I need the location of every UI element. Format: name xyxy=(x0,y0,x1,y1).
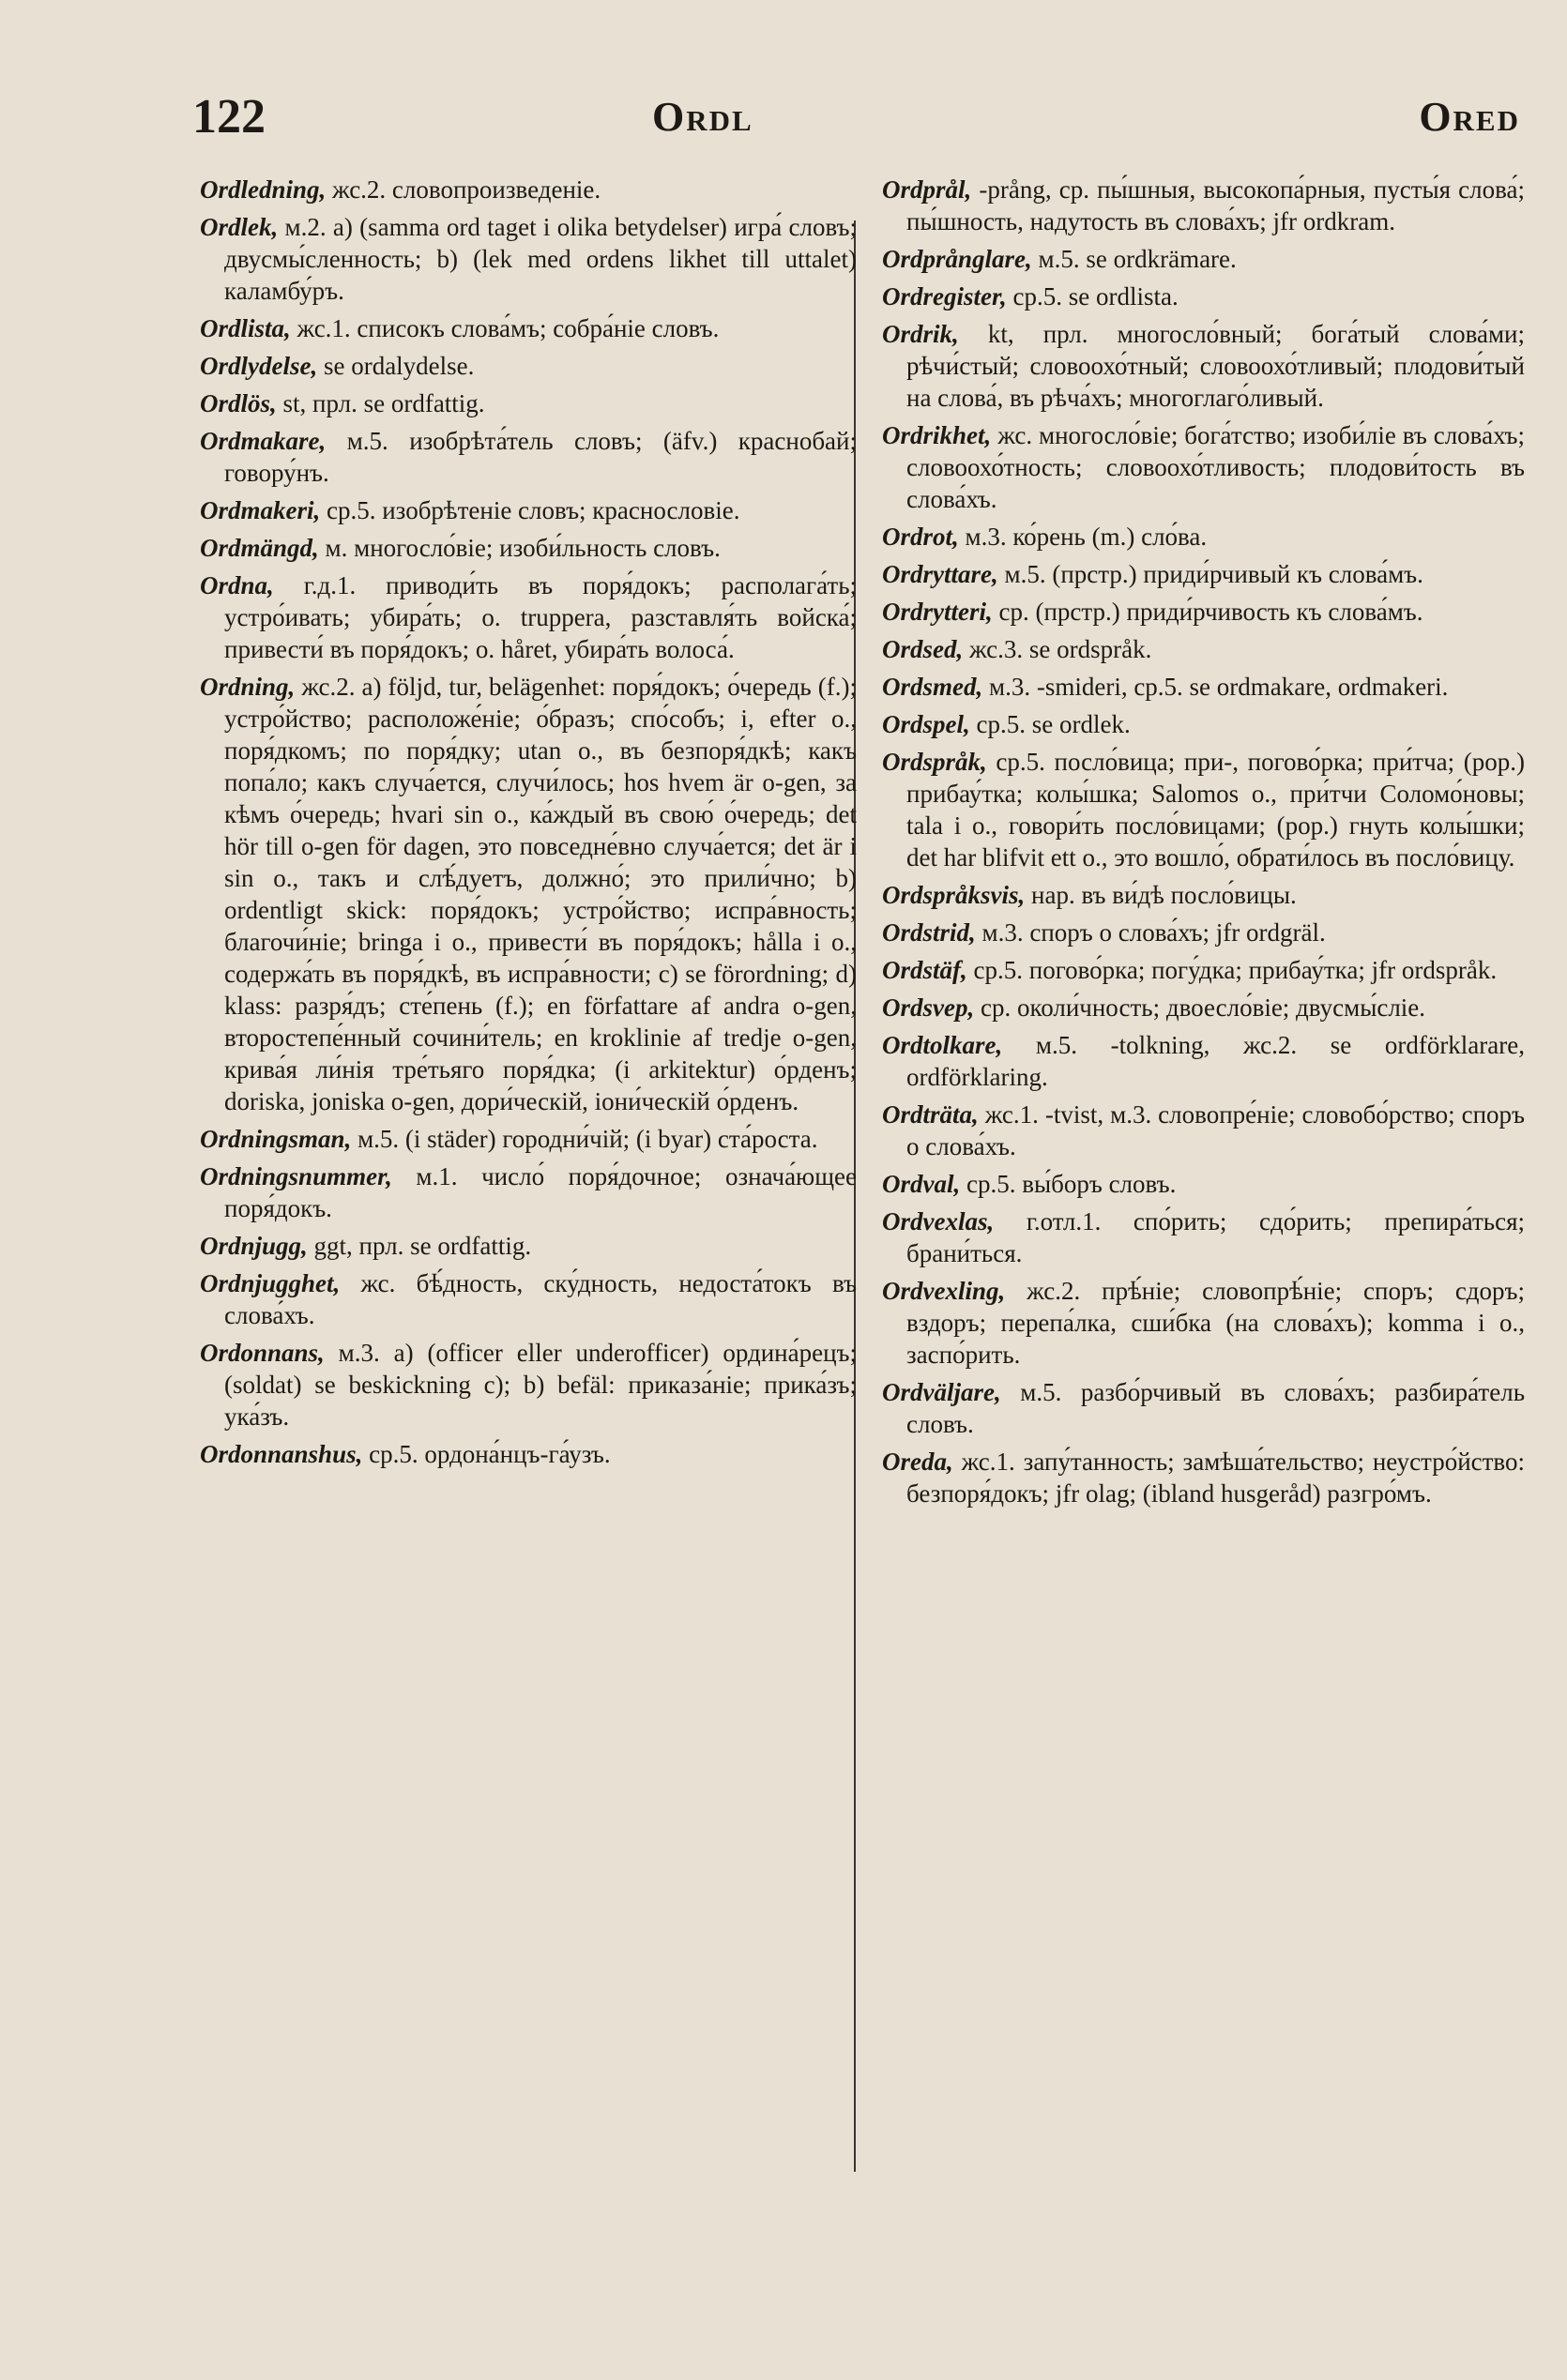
entry-definition: ср.5. погово́рка; погу́дка; прибау́тка; jfr ordspråk. xyxy=(973,956,1498,984)
dictionary-entry xyxy=(882,633,1525,665)
entry-definition: жс. многосло́віе; бога́тство; изоби́ліе въ слова́хъ; словоохо́тность; словоохо́тливость; плодови́тость въ слова́хъ. xyxy=(906,421,1525,513)
dictionary-entry xyxy=(200,1337,857,1433)
entry-headword: Ordträta, xyxy=(882,1100,979,1129)
dictionary-entry xyxy=(882,174,1525,237)
dictionary-entry xyxy=(882,1029,1525,1093)
running-head-left: Ordl xyxy=(652,94,753,140)
dictionary-entry xyxy=(200,387,857,419)
entry-headword: Ordrytteri, xyxy=(882,598,993,626)
entry-definition: жс.1. запу́танность; замѣша́тельство; неустро́йство: безпоря́докъ; jfr olag; (ibland husgeråd) разгро́мъ. xyxy=(906,1448,1525,1508)
entry-definition: жс.1. -tvist, м.3. словопре́ніе; словобо́рство; споръ о слова́хъ. xyxy=(906,1100,1526,1160)
dictionary-entry xyxy=(200,350,857,382)
entry-headword: Ordryttare, xyxy=(882,560,998,588)
dictionary-entry xyxy=(200,174,857,205)
dictionary-entry xyxy=(200,211,857,307)
entry-definition: м.5. разбо́рчивый въ слова́хъ; разбира́тель словъ. xyxy=(906,1378,1526,1438)
entry-headword: Ordvexlas, xyxy=(882,1207,995,1235)
dictionary-entry xyxy=(882,318,1525,414)
entry-definition: жс.2. a) följd, tur, belägenhet: поря́докъ; о́чередь (f.); устро́йство; расположе́ніе; о́бразъ; спо́собъ; i, efter o., поря́дкомъ; по поря́дку; utan o., въ безпоря́дкѣ; какъ попа́ло; какъ случа́ется, случи́лось; hos hvem är o-gen, за кѣмъ о́чередь; hvari sin o., ка́ждый въ свою́ о́чередь; det hör till o-gen för dagen, это повседне́вно случа́ется; det är i sin o., такъ и слѣ́дуетъ, должно́; это прили́чно; b) ordentligt skick: поря́докъ; устро́йство; испра́вность; благочи́ніе; bringa i o., привести́ въ поря́докъ; hålla i o., содержа́ть въ поря́дкѣ, въ испра́вности; c) se förordning; d) klass: разря́дъ; сте́пень (f.); en författare af andra o-gen, второстепе́нный сочини́тель; en kroklinie af tredje o-gen, крива́я ли́нія тре́тьяго поря́дка; (i arkitektur) о́рденъ; doriska, joniska o-gen, дори́ческій, іони́ческій о́рденъ. xyxy=(224,673,858,1115)
entry-headword: Ordstäf, xyxy=(882,956,967,984)
entry-definition: ср.5. вы́боръ словъ. xyxy=(966,1170,1177,1198)
dictionary-entry xyxy=(200,1438,857,1470)
dictionary-entry xyxy=(882,708,1525,740)
entry-headword: Ordval, xyxy=(882,1170,961,1198)
dictionary-entry xyxy=(200,1267,857,1331)
entry-headword: Ordregister, xyxy=(882,282,1007,311)
dictionary-entry xyxy=(882,954,1525,986)
entry-definition: м.2. a) (samma ord taget i olika betydelser) игра́ словъ; двусмы́сленность; b) (lek med ordens likhet till uttalet) каламбу́ръ. xyxy=(224,213,857,305)
entry-definition: м. многосло́віе; изоби́льность словъ. xyxy=(325,534,721,562)
dictionary-entry xyxy=(200,425,857,489)
entry-headword: Ordledning, xyxy=(200,175,327,204)
entry-definition: st, прл. se ordfattig. xyxy=(282,389,485,417)
entry-definition: ср.5. ордона́нцъ-га́узъ. xyxy=(369,1440,611,1468)
dictionary-entry xyxy=(200,569,857,665)
entry-definition: ср.5. se ordlista. xyxy=(1012,282,1179,311)
entry-headword: Oreda, xyxy=(882,1448,953,1476)
dictionary-entry xyxy=(882,596,1525,628)
entry-definition: м.3. a) (officer eller underofficer) ордина́рецъ; (soldat) se beskickning c); b) befäl: приказа́ніе; прика́зъ; ука́зъ. xyxy=(224,1339,857,1431)
entry-definition: нар. въ ви́дѣ посло́вицы. xyxy=(1031,881,1297,909)
running-head-right: Ored xyxy=(1419,94,1520,140)
entry-headword: Ordnjugghet, xyxy=(200,1269,341,1297)
entry-definition: жс. бѣ́дность, ску́дность, недоста́токъ въ слова́хъ. xyxy=(224,1269,857,1329)
dictionary-entry xyxy=(882,558,1525,590)
entry-headword: Ordtolkare, xyxy=(882,1031,1003,1059)
entry-headword: Ordspråksvis, xyxy=(882,881,1026,909)
dictionary-entry xyxy=(200,312,857,344)
entry-definition: м.5. se ordkrämare. xyxy=(1038,245,1237,273)
entry-headword: Ordrik, xyxy=(882,320,959,348)
entry-headword: Ordonnans, xyxy=(200,1339,325,1367)
entry-definition: г.д.1. приводи́ть въ поря́докъ; располага́ть; устро́ивать; убира́ть; o. truppera, разставля́ть войска́; привести́ въ поря́докъ; o. håret, убира́ть волоса́. xyxy=(224,571,858,663)
dictionary-entry xyxy=(882,243,1525,275)
dictionary-entry xyxy=(882,1099,1525,1162)
dictionary-entry xyxy=(882,419,1525,515)
entry-definition: ср.5. se ordlek. xyxy=(976,710,1131,738)
dictionary-entry xyxy=(882,917,1525,948)
entry-definition: жс.1. списокъ слова́мъ; собра́ніе словъ. xyxy=(297,314,720,342)
entry-headword: Ordprånglare, xyxy=(882,245,1032,273)
dictionary-entry xyxy=(882,1275,1525,1371)
dictionary-entry xyxy=(882,280,1525,312)
left-column xyxy=(200,174,857,1476)
entry-definition: ggt, прл. se ordfattig. xyxy=(313,1232,532,1260)
entry-headword: Ordspråk, xyxy=(882,748,987,776)
dictionary-entry xyxy=(882,671,1525,703)
dictionary-entry xyxy=(882,1446,1525,1509)
entry-definition: ср.5. посло́вица; при-, погово́рка; при́тча; (рор.) прибау́тка; колы́шка; Salomos o., при́тчи Соломо́новы; tala i o., говори́ть посло́вицами; (рор.) гнуть колы́шки; det har blifvit ett o., это вошло́, обрати́лось въ посло́вицу. xyxy=(906,748,1525,872)
entry-headword: Ordonnanshus, xyxy=(200,1440,363,1468)
entry-headword: Ordsmed, xyxy=(882,673,983,701)
entry-headword: Ordlek, xyxy=(200,213,279,241)
entry-definition: м.3. -smideri, ср.5. se ordmakare, ordmakeri. xyxy=(989,673,1449,701)
entry-headword: Ordrikhet, xyxy=(882,421,992,449)
dictionary-entry xyxy=(882,521,1525,553)
entry-headword: Ordmakeri, xyxy=(200,496,321,524)
entry-headword: Ordrot, xyxy=(882,523,959,551)
dictionary-entry xyxy=(200,671,857,1117)
dictionary-entry xyxy=(200,1230,857,1262)
dictionary-entry xyxy=(200,494,857,526)
entry-definition: м.5. изобрѣта́тель словъ; (äfv.) краснобай; говору́нъ. xyxy=(224,427,857,487)
entry-headword: Ordsvep, xyxy=(882,993,975,1022)
entry-headword: Ordlista, xyxy=(200,314,291,342)
entry-headword: Ordna, xyxy=(200,571,274,599)
entry-definition: ср. околи́чность; двоесло́віе; двусмы́сліе. xyxy=(980,993,1426,1022)
entry-headword: Ordsed, xyxy=(882,635,964,663)
entry-definition: kt, прл. многосло́вный; бога́тый слова́ми; рѣчи́стый; словоохо́тный; словоохо́тливый; плодови́тый на слова́, въ рѣча́хъ; многоглаго́ливый. xyxy=(906,320,1526,412)
dictionary-entry xyxy=(882,1168,1525,1200)
entry-headword: Ordprål, xyxy=(882,175,972,204)
entry-definition: м.5. (i städer) городни́чій; (i byar) ста́роста. xyxy=(358,1125,818,1153)
entry-headword: Ordmängd, xyxy=(200,534,319,562)
dictionary-entry xyxy=(882,992,1525,1023)
entry-headword: Ordnjugg, xyxy=(200,1232,308,1260)
dictionary-entry xyxy=(882,1376,1525,1440)
entry-headword: Ordning, xyxy=(200,673,296,701)
entry-definition: se ordalydelse. xyxy=(323,352,475,380)
entry-definition: жс.3. se ordspråk. xyxy=(969,635,1152,663)
entry-definition: ср.5. изобрѣтеніе словъ; краснословіе. xyxy=(327,496,740,524)
entry-headword: Ordstrid, xyxy=(882,918,976,947)
dictionary-entry xyxy=(882,746,1525,873)
entry-headword: Ordlydelse, xyxy=(200,352,318,380)
dictionary-entry xyxy=(882,1205,1525,1269)
entry-definition: м.3. ко́рень (m.) сло́ва. xyxy=(965,523,1208,551)
entry-headword: Ordlös, xyxy=(200,389,277,417)
entry-definition: м.5. (прстр.) приди́рчивый къ слова́мъ. xyxy=(1004,560,1423,588)
entry-headword: Ordmakare, xyxy=(200,427,327,455)
entry-headword: Ordvexling, xyxy=(882,1277,1006,1305)
entry-headword: Ordningsman, xyxy=(200,1125,352,1153)
dictionary-entry xyxy=(882,879,1525,911)
entry-headword: Ordväljare, xyxy=(882,1378,1001,1406)
entry-definition: м.1. число́ поря́дочное; означа́ющее поря́докъ. xyxy=(224,1162,857,1222)
entry-definition: м.5. -tolkning, жс.2. se ordförklarare, ordförklaring. xyxy=(906,1031,1525,1091)
entry-definition: жс.2. словопроизведеніе. xyxy=(332,175,601,204)
dictionary-entry xyxy=(200,532,857,564)
entry-definition: г.отл.1. спо́рить; сдо́рить; препира́ться; брани́ться. xyxy=(906,1207,1525,1267)
page-header xyxy=(192,89,1520,155)
entry-definition: ср. (прстр.) приди́рчивость къ слова́мъ. xyxy=(998,598,1423,626)
entry-headword: Ordspel, xyxy=(882,710,970,738)
page-number: 122 xyxy=(192,90,266,144)
dictionary-entry xyxy=(200,1123,857,1155)
dictionary-entry xyxy=(200,1160,857,1224)
right-column xyxy=(882,174,1525,1515)
entry-headword: Ordningsnummer, xyxy=(200,1162,392,1190)
entry-definition: -prång, ср. пы́шныя, высокопа́рныя, пусты́я слова́; пы́шность, надутость въ слова́хъ; jfr ordkram. xyxy=(906,175,1526,235)
entry-definition: м.3. споръ о слова́хъ; jfr ordgräl. xyxy=(981,918,1326,947)
entry-definition: жс.2. прѣ́ніе; словопрѣ́ніе; споръ; сдоръ; вздоръ; перепа́лка, сши́бка (на слова́хъ); komma i o., заспо́рить. xyxy=(906,1277,1526,1369)
